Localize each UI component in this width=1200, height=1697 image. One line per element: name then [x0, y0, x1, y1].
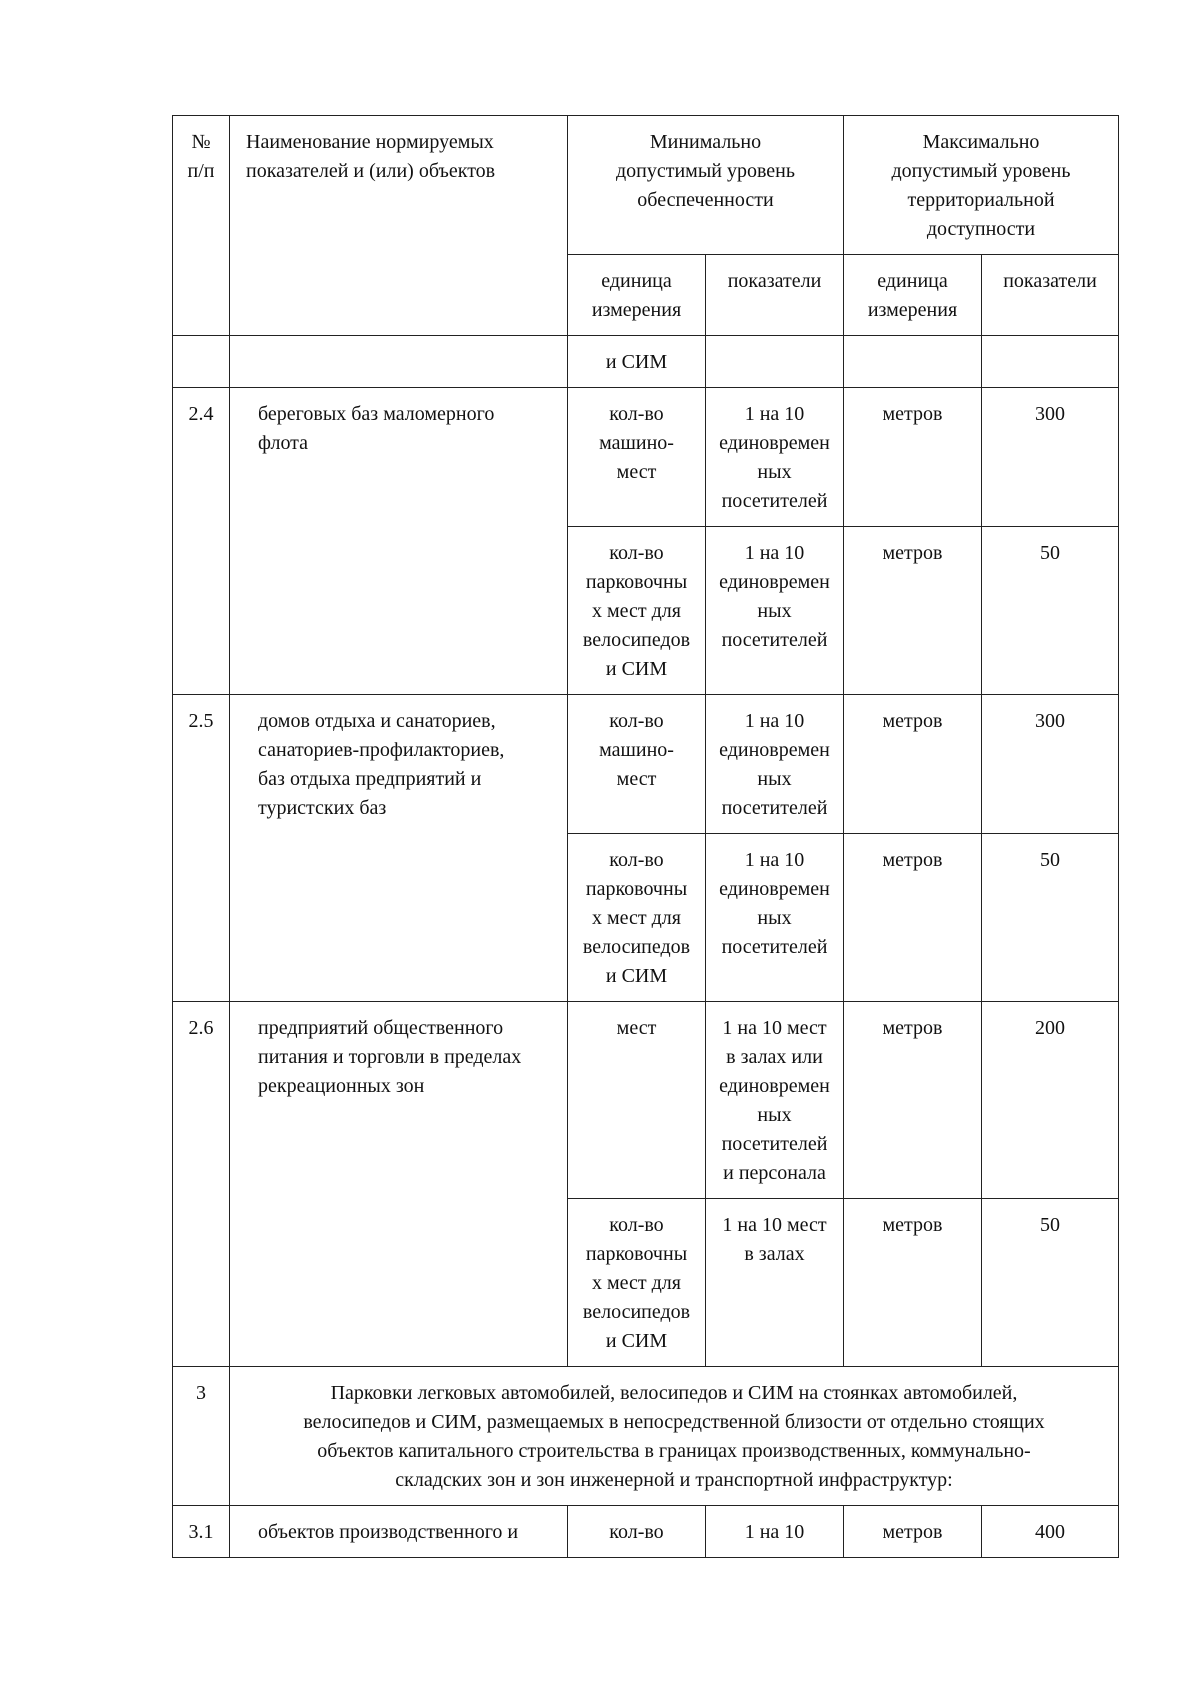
header-max-cell: [844, 116, 1119, 255]
cell-max-value: 50: [982, 527, 1119, 695]
cell-num: 2.4: [173, 388, 230, 695]
value-line: единовремен: [719, 1075, 830, 1097]
cell-value: 1 на 10: [706, 1506, 844, 1558]
cell-unit: и СИМ: [568, 336, 706, 388]
name-line: предприятий общественного: [258, 1017, 504, 1039]
unit-line: и СИМ: [605, 1330, 668, 1352]
norms-table: [172, 115, 1119, 1558]
value-line: ных: [757, 907, 792, 929]
header-max-value-cell: показатели: [982, 255, 1119, 336]
header-num-line: п/п: [187, 160, 215, 182]
cell-unit: [568, 1199, 706, 1367]
cell-value: [706, 527, 844, 695]
header-num-cell: [173, 116, 230, 336]
cell-max-value: 400: [982, 1506, 1119, 1558]
unit-line: мест: [616, 768, 657, 790]
cell-unit: [568, 695, 706, 834]
name-line: баз отдыха предприятий и: [258, 768, 482, 790]
unit-line: парковочны: [585, 1243, 688, 1265]
cell-max-value: 200: [982, 1002, 1119, 1199]
cell-unit: [568, 1002, 706, 1199]
header-min-line: Минимально: [649, 131, 762, 153]
cell-max-value: 50: [982, 834, 1119, 1002]
value-line: в залах: [744, 1243, 805, 1265]
header-min-value-cell: показатели: [706, 255, 844, 336]
name-line: санаториев-профилакториев,: [258, 739, 505, 761]
unit-line: мест: [616, 1017, 657, 1039]
header-max-line: доступности: [926, 218, 1036, 240]
unit-line: и СИМ: [605, 658, 668, 680]
value-line: единовремен: [719, 739, 830, 761]
unit-line: х мест для: [591, 907, 681, 929]
cell-unit: кол-во: [568, 1506, 706, 1558]
cell-unit: [568, 527, 706, 695]
header-name-line: показателей и (или) объектов: [246, 160, 496, 182]
unit-line: велосипедов: [582, 1301, 691, 1323]
header-unit-line: единица: [877, 270, 948, 292]
name-line: домов отдыха и санаториев,: [258, 710, 496, 732]
unit-line: кол-во: [609, 710, 664, 732]
cell-name: [230, 336, 568, 388]
cell-name: объектов производственного и: [230, 1506, 568, 1558]
value-line: ных: [757, 600, 792, 622]
section-title: [230, 1367, 1119, 1506]
unit-line: кол-во: [609, 1214, 664, 1236]
value-line: ных: [757, 768, 792, 790]
header-max-line: территориальной: [907, 189, 1055, 211]
cell-name: [230, 388, 568, 695]
cell-value: [706, 1199, 844, 1367]
cell-value: [706, 388, 844, 527]
table-row: [173, 388, 1119, 527]
header-unit-line: измерения: [867, 299, 958, 321]
value-line: единовремен: [719, 432, 830, 454]
unit-line: парковочны: [585, 878, 688, 900]
unit-line: парковочны: [585, 571, 688, 593]
name-line: рекреационных зон: [258, 1075, 425, 1097]
unit-line: мест: [616, 461, 657, 483]
section-row: [173, 1367, 1119, 1506]
unit-line: х мест для: [591, 600, 681, 622]
cell-unit: [568, 834, 706, 1002]
value-line: 1 на 10: [744, 849, 805, 871]
value-line: посетителей: [721, 936, 828, 958]
unit-line: кол-во: [609, 403, 664, 425]
name-line: туристских баз: [258, 797, 387, 819]
unit-line: велосипедов: [582, 936, 691, 958]
unit-line: машино-: [599, 432, 674, 454]
value-line: в залах или: [726, 1046, 823, 1068]
cell-num: 2.5: [173, 695, 230, 1002]
value-line: 1 на 10: [744, 403, 805, 425]
cell-value: [706, 1002, 844, 1199]
value-line: посетителей: [721, 797, 828, 819]
value-line: и персонала: [723, 1162, 826, 1184]
unit-line: машино-: [599, 739, 674, 761]
value-line: 1 на 10: [744, 542, 805, 564]
cell-max-unit: метров: [844, 1002, 982, 1199]
section-title-line: объектов капитального строительства в границах производственных, коммунально-: [317, 1440, 1031, 1462]
name-line: питания и торговли в пределах: [258, 1046, 522, 1068]
cell-max-unit: метров: [844, 1199, 982, 1367]
header-num-line: №: [191, 131, 211, 153]
cell-max-value: [982, 336, 1119, 388]
header-max-line: Максимально: [922, 131, 1040, 153]
header-unit-line: измерения: [591, 299, 682, 321]
section-title-line: складских зон и зон инженерной и транспортной инфраструктур:: [395, 1469, 953, 1491]
cell-max-value: 50: [982, 1199, 1119, 1367]
cell-num: [173, 336, 230, 388]
cell-unit: [568, 388, 706, 527]
cell-max-value: 300: [982, 388, 1119, 527]
unit-line: кол-во: [609, 542, 664, 564]
header-min-unit-cell: [568, 255, 706, 336]
value-line: посетителей: [721, 490, 828, 512]
unit-line: и СИМ: [605, 965, 668, 987]
cell-num: 3.1: [173, 1506, 230, 1558]
cell-num: 2.6: [173, 1002, 230, 1367]
table-row: [173, 1002, 1119, 1199]
name-line: флота: [258, 432, 309, 454]
cell-name: [230, 1002, 568, 1367]
cell-max-unit: [844, 336, 982, 388]
header-min-cell: [568, 116, 844, 255]
value-line: 1 на 10 мест: [722, 1017, 827, 1039]
value-line: посетителей: [721, 629, 828, 651]
unit-line: х мест для: [591, 1272, 681, 1294]
section-title-line: Парковки легковых автомобилей, велосипедов и СИМ на стоянках автомобилей,: [330, 1382, 1018, 1404]
unit-line: кол-во: [609, 849, 664, 871]
header-unit-line: единица: [601, 270, 672, 292]
header-max-line: допустимый уровень: [891, 160, 1071, 182]
unit-line: велосипедов: [582, 629, 691, 651]
value-line: 1 на 10: [744, 710, 805, 732]
header-name-cell: [230, 116, 568, 336]
cell-max-unit: метров: [844, 834, 982, 1002]
value-line: ных: [757, 461, 792, 483]
header-row: [173, 116, 1119, 255]
cell-max-value: 300: [982, 695, 1119, 834]
cell-value: [706, 336, 844, 388]
value-line: 1 на 10 мест: [722, 1214, 827, 1236]
value-line: единовремен: [719, 571, 830, 593]
value-line: единовремен: [719, 878, 830, 900]
section-num: 3: [173, 1367, 230, 1506]
table-row: [173, 1506, 1119, 1558]
section-title-line: велосипедов и СИМ, размещаемых в непосредственной близости от отдельно стоящих: [303, 1411, 1045, 1433]
value-line: ных: [757, 1104, 792, 1126]
header-max-unit-cell: [844, 255, 982, 336]
cell-value: [706, 695, 844, 834]
header-name-line: Наименование нормируемых: [246, 131, 494, 153]
continuation-row: [173, 336, 1119, 388]
value-line: посетителей: [721, 1133, 828, 1155]
cell-name: [230, 695, 568, 1002]
cell-value: [706, 834, 844, 1002]
cell-max-unit: метров: [844, 527, 982, 695]
cell-max-unit: метров: [844, 1506, 982, 1558]
header-min-line: допустимый уровень: [615, 160, 796, 182]
name-line: береговых баз маломерного: [258, 403, 495, 425]
header-min-line: обеспеченности: [637, 189, 774, 211]
table-row: [173, 695, 1119, 834]
cell-max-unit: метров: [844, 695, 982, 834]
cell-max-unit: метров: [844, 388, 982, 527]
